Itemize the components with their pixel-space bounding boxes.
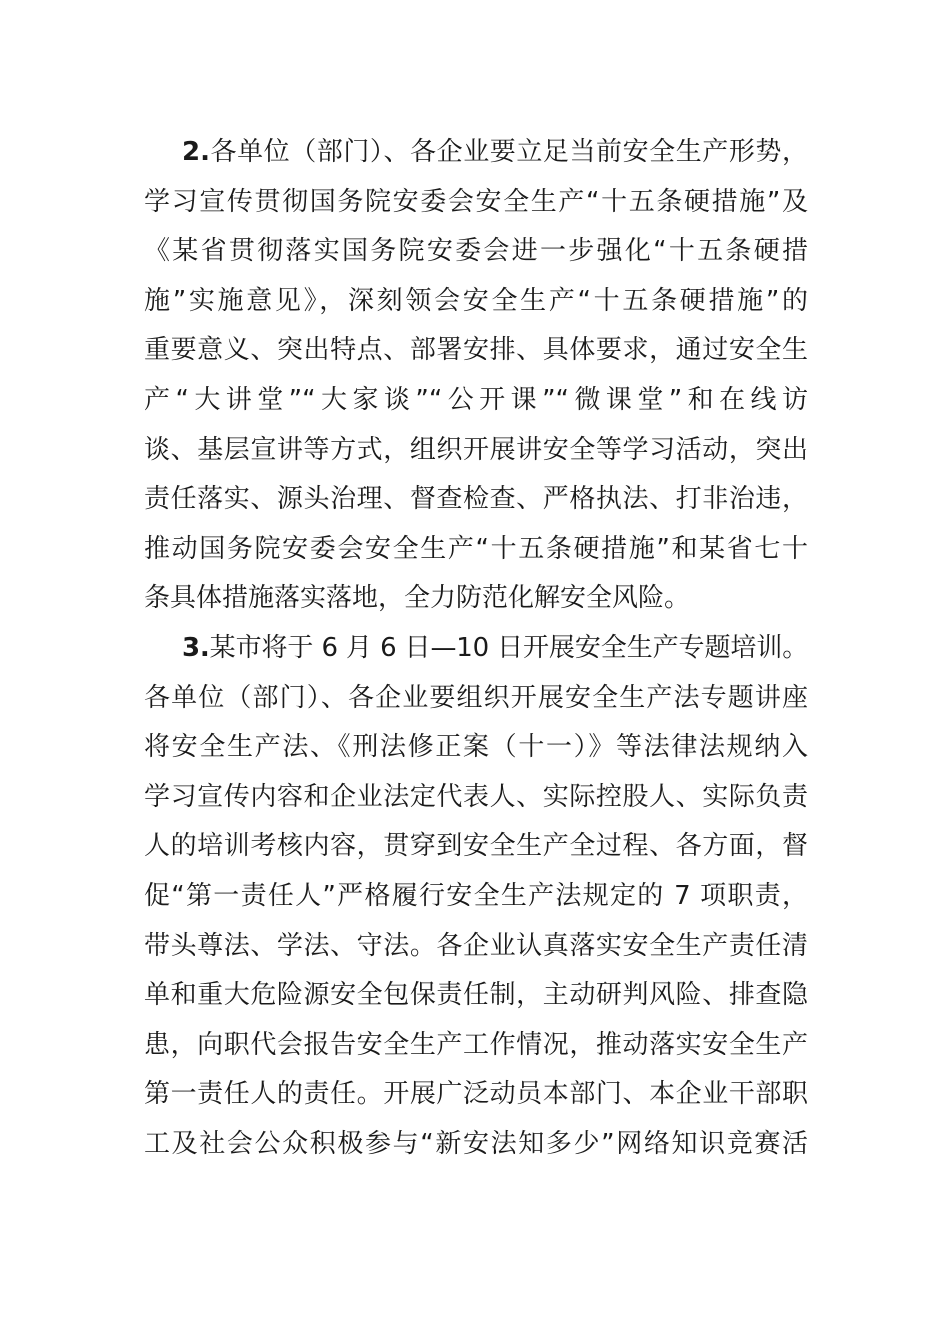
paragraph-2 bbox=[144, 128, 808, 624]
paragraph-line: 条具体措施落实落地，全力防范化解安全风险。 bbox=[144, 583, 691, 614]
paragraph-line: 各单位（部门）、各企业要组织开展安全生产法专题讲座 bbox=[144, 682, 808, 713]
paragraph-line: 人的培训考核内容，贯穿到安全生产全过程、各方面，督 bbox=[144, 831, 808, 862]
paragraph-line: 工及社会公众积极参与“新安法知多少”网络知识竞赛活 bbox=[144, 1128, 808, 1159]
paragraph-line: 3.某市将于 6 月 6 日—10 日开展安全生产专题培训。 bbox=[182, 632, 808, 663]
paragraph-line: 施”实施意见》，深刻领会安全生产“十五条硬措施”的 bbox=[144, 285, 808, 316]
document-body bbox=[144, 128, 808, 1169]
paragraph-line: 《某省贯彻落实国务院安委会进一步强化“十五条硬措 bbox=[144, 236, 808, 267]
paragraph-line: 学习宣传贯彻国务院安委会安全生产“十五条硬措施”及 bbox=[144, 186, 808, 217]
paragraph-line: 单和重大危险源安全包保责任制，主动研判风险、排查隐 bbox=[144, 980, 808, 1011]
paragraph-line: 带头尊法、学法、守法。各企业认真落实安全生产责任清 bbox=[144, 930, 808, 961]
paragraph-line: 学习宣传内容和企业法定代表人、实际控股人、实际负责 bbox=[144, 781, 808, 812]
paragraph-line: 谈、基层宣讲等方式，组织开展讲安全等学习活动，突出 bbox=[144, 434, 808, 465]
paragraph-line: 产“大讲堂”“大家谈”“公开课”“微课堂”和在线访 bbox=[144, 384, 808, 415]
paragraph-line: 推动国务院安委会安全生产“十五条硬措施”和某省七十 bbox=[144, 533, 808, 564]
paragraph-line: 重要意义、突出特点、部署安排、具体要求，通过安全生 bbox=[144, 335, 808, 366]
paragraph-line: 2.各单位（部门）、各企业要立足当前安全生产形势， bbox=[182, 137, 808, 167]
paragraph-3 bbox=[144, 624, 808, 1170]
paragraph-line: 第一责任人的责任。开展广泛动员本部门、本企业干部职 bbox=[144, 1079, 808, 1110]
paragraph-line: 患，向职代会报告安全生产工作情况，推动落实安全生产 bbox=[144, 1029, 808, 1060]
paragraph-number: 2. bbox=[182, 137, 210, 167]
paragraph-line: 将安全生产法、《刑法修正案（十一）》等法律法规纳入 bbox=[144, 732, 808, 763]
paragraph-number: 3. bbox=[182, 632, 210, 663]
paragraph-line: 责任落实、源头治理、督查检查、严格执法、打非治违， bbox=[144, 484, 808, 515]
paragraph-line: 促“第一责任人”严格履行安全生产法规定的 7 项职责， bbox=[144, 880, 808, 911]
